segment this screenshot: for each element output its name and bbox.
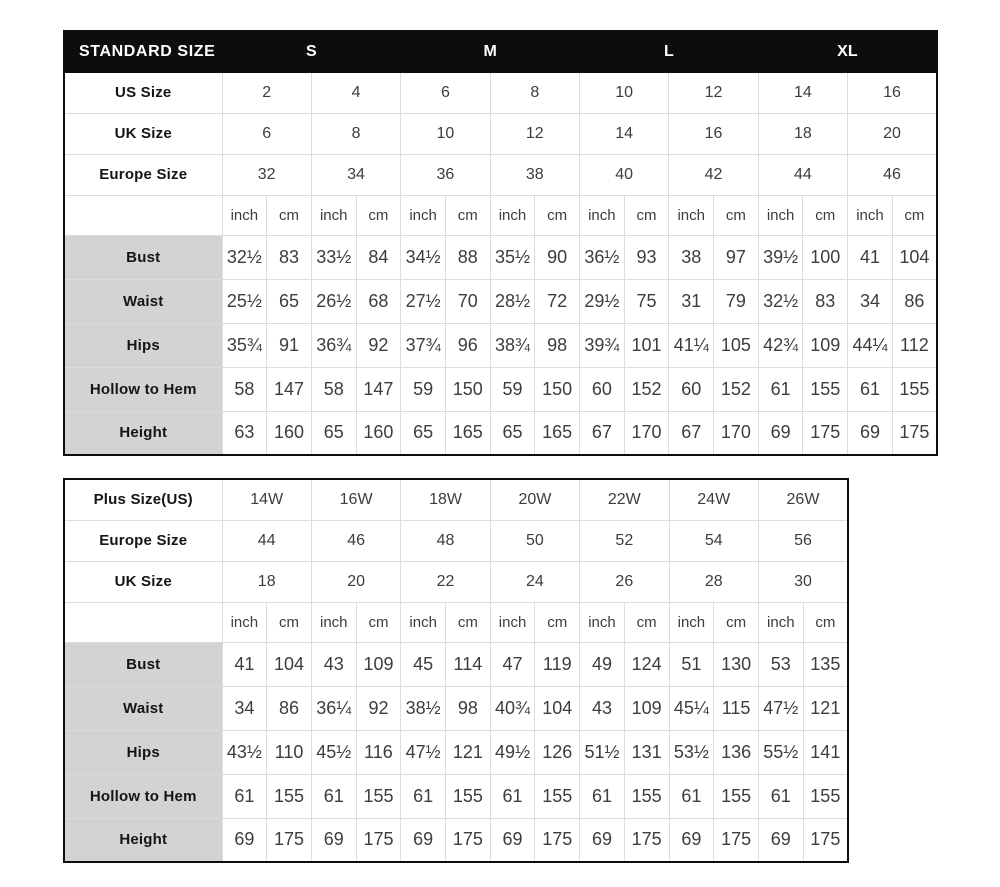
size-row bbox=[64, 72, 937, 113]
measurement-value: 61 bbox=[222, 774, 267, 818]
size-value: 28 bbox=[669, 561, 758, 602]
measurement-value: 51 bbox=[669, 642, 714, 686]
measurement-value: 53 bbox=[758, 642, 803, 686]
measurement-value: 38 bbox=[669, 235, 714, 279]
measurement-value: 51½ bbox=[580, 730, 625, 774]
measurement-value: 83 bbox=[267, 235, 312, 279]
size-group-header-l: L bbox=[580, 31, 759, 72]
size-group-header-m: M bbox=[401, 31, 580, 72]
measurement-value: 116 bbox=[356, 730, 401, 774]
measurement-value: 49 bbox=[580, 642, 625, 686]
measurement-value: 175 bbox=[803, 411, 848, 455]
measurement-value: 61 bbox=[848, 367, 893, 411]
measurement-value: 124 bbox=[624, 642, 669, 686]
row-label: Hollow to Hem bbox=[64, 774, 222, 818]
unit-label-inch: inch bbox=[580, 195, 625, 235]
unit-row-empty-cell bbox=[64, 602, 222, 642]
measurement-value: 155 bbox=[803, 774, 848, 818]
measurement-value: 41 bbox=[848, 235, 893, 279]
measurement-value: 28½ bbox=[490, 279, 535, 323]
measurement-value: 32½ bbox=[758, 279, 803, 323]
measurement-value: 88 bbox=[445, 235, 490, 279]
size-value: 10 bbox=[401, 113, 490, 154]
measurement-value: 31 bbox=[669, 279, 714, 323]
unit-label-inch: inch bbox=[222, 195, 267, 235]
unit-label-cm: cm bbox=[803, 602, 848, 642]
measurement-value: 69 bbox=[669, 818, 714, 862]
measurement-value: 109 bbox=[803, 323, 848, 367]
measurement-value: 104 bbox=[535, 686, 580, 730]
measurement-value: 97 bbox=[714, 235, 759, 279]
unit-label-inch: inch bbox=[401, 195, 446, 235]
size-value: 2 bbox=[222, 72, 311, 113]
measurement-value: 96 bbox=[445, 323, 490, 367]
unit-label-inch: inch bbox=[758, 602, 803, 642]
measure-row bbox=[64, 323, 937, 367]
measurement-value: 61 bbox=[490, 774, 535, 818]
measurement-value: 69 bbox=[758, 818, 803, 862]
size-value: 22 bbox=[401, 561, 490, 602]
measurement-value: 105 bbox=[714, 323, 759, 367]
size-group-header-s: S bbox=[222, 31, 401, 72]
measurement-value: 69 bbox=[222, 818, 267, 862]
row-label: Waist bbox=[64, 279, 222, 323]
measurement-value: 69 bbox=[401, 818, 446, 862]
measurement-value: 43 bbox=[580, 686, 625, 730]
measurement-value: 61 bbox=[401, 774, 446, 818]
measurement-value: 59 bbox=[401, 367, 446, 411]
measurement-value: 114 bbox=[446, 642, 491, 686]
size-value: 18 bbox=[758, 113, 847, 154]
measurement-value: 26½ bbox=[311, 279, 356, 323]
size-value: 32 bbox=[222, 154, 311, 195]
size-value: 16W bbox=[311, 479, 400, 520]
size-value: 48 bbox=[401, 520, 490, 561]
size-value: 36 bbox=[401, 154, 490, 195]
unit-label-cm: cm bbox=[535, 602, 580, 642]
measurement-value: 67 bbox=[669, 411, 714, 455]
row-label: UK Size bbox=[64, 113, 222, 154]
row-label: Hips bbox=[64, 323, 222, 367]
size-value: 46 bbox=[848, 154, 937, 195]
unit-label-cm: cm bbox=[803, 195, 848, 235]
measurement-value: 90 bbox=[535, 235, 580, 279]
measurement-value: 61 bbox=[311, 774, 356, 818]
unit-label-inch: inch bbox=[401, 602, 446, 642]
measurement-value: 60 bbox=[669, 367, 714, 411]
measurement-value: 58 bbox=[311, 367, 356, 411]
measurement-value: 53½ bbox=[669, 730, 714, 774]
size-value: 50 bbox=[490, 520, 579, 561]
size-value: 8 bbox=[311, 113, 400, 154]
unit-label-inch: inch bbox=[669, 195, 714, 235]
measurement-value: 35½ bbox=[490, 235, 535, 279]
measurement-value: 61 bbox=[669, 774, 714, 818]
measurement-value: 33½ bbox=[311, 235, 356, 279]
row-label: Bust bbox=[64, 642, 222, 686]
size-value: 44 bbox=[222, 520, 311, 561]
measurement-value: 150 bbox=[535, 367, 580, 411]
row-label: Bust bbox=[64, 235, 222, 279]
measurement-value: 36¾ bbox=[311, 323, 356, 367]
unit-label-cm: cm bbox=[624, 195, 669, 235]
unit-label-inch: inch bbox=[669, 602, 714, 642]
size-value: 8 bbox=[490, 72, 579, 113]
measurement-value: 126 bbox=[535, 730, 580, 774]
measurement-value: 69 bbox=[758, 411, 803, 455]
measurement-value: 45½ bbox=[311, 730, 356, 774]
measurement-value: 25½ bbox=[222, 279, 267, 323]
unit-label-inch: inch bbox=[311, 195, 356, 235]
measurement-value: 69 bbox=[490, 818, 535, 862]
size-row bbox=[64, 154, 937, 195]
unit-label-cm: cm bbox=[267, 195, 312, 235]
measurement-value: 160 bbox=[356, 411, 401, 455]
measurement-value: 55½ bbox=[758, 730, 803, 774]
row-label: Hips bbox=[64, 730, 222, 774]
unit-label-inch: inch bbox=[490, 602, 535, 642]
measurement-value: 47½ bbox=[758, 686, 803, 730]
measurement-value: 37¾ bbox=[401, 323, 446, 367]
measurement-value: 170 bbox=[624, 411, 669, 455]
size-row bbox=[64, 113, 937, 154]
measurement-value: 38¾ bbox=[490, 323, 535, 367]
measurement-value: 175 bbox=[714, 818, 759, 862]
measurement-value: 152 bbox=[624, 367, 669, 411]
size-row bbox=[64, 561, 848, 602]
measurement-value: 121 bbox=[446, 730, 491, 774]
measurement-value: 68 bbox=[356, 279, 401, 323]
measurement-value: 38½ bbox=[401, 686, 446, 730]
row-label: Hollow to Hem bbox=[64, 367, 222, 411]
measurement-value: 69 bbox=[311, 818, 356, 862]
size-value: 14W bbox=[222, 479, 311, 520]
measurement-value: 152 bbox=[714, 367, 759, 411]
row-label: US Size bbox=[64, 72, 222, 113]
measurement-value: 91 bbox=[267, 323, 312, 367]
measurement-value: 155 bbox=[356, 774, 401, 818]
measurement-value: 175 bbox=[803, 818, 848, 862]
size-value: 6 bbox=[401, 72, 490, 113]
measurement-value: 34 bbox=[222, 686, 267, 730]
measurement-value: 36½ bbox=[580, 235, 625, 279]
size-value: 34 bbox=[311, 154, 400, 195]
size-value: 56 bbox=[758, 520, 848, 561]
measure-row bbox=[64, 642, 848, 686]
measurement-value: 43 bbox=[311, 642, 356, 686]
measurement-value: 165 bbox=[535, 411, 580, 455]
unit-label-cm: cm bbox=[356, 602, 401, 642]
measurement-value: 60 bbox=[580, 367, 625, 411]
size-value: 4 bbox=[311, 72, 400, 113]
measurement-value: 175 bbox=[267, 818, 312, 862]
measurement-value: 67 bbox=[580, 411, 625, 455]
size-value: 46 bbox=[311, 520, 400, 561]
row-label: Plus Size(US) bbox=[64, 479, 222, 520]
size-group-header-xl: XL bbox=[758, 31, 937, 72]
size-value: 22W bbox=[580, 479, 669, 520]
size-value: 40 bbox=[580, 154, 669, 195]
measurement-value: 39¾ bbox=[580, 323, 625, 367]
measurement-value: 61 bbox=[758, 367, 803, 411]
size-row bbox=[64, 520, 848, 561]
measurement-value: 41¼ bbox=[669, 323, 714, 367]
measurement-value: 115 bbox=[714, 686, 759, 730]
size-value: 20 bbox=[848, 113, 937, 154]
measurement-value: 160 bbox=[267, 411, 312, 455]
size-value: 24W bbox=[669, 479, 758, 520]
measurement-value: 34½ bbox=[401, 235, 446, 279]
measurement-value: 75 bbox=[624, 279, 669, 323]
measure-row bbox=[64, 774, 848, 818]
measure-row bbox=[64, 235, 937, 279]
unit-label-cm: cm bbox=[714, 195, 759, 235]
measurement-value: 92 bbox=[356, 323, 401, 367]
size-value: 52 bbox=[580, 520, 669, 561]
measurement-value: 61 bbox=[580, 774, 625, 818]
unit-row bbox=[64, 602, 848, 642]
measurement-value: 175 bbox=[624, 818, 669, 862]
measure-row bbox=[64, 367, 937, 411]
measurement-value: 61 bbox=[758, 774, 803, 818]
measurement-value: 65 bbox=[267, 279, 312, 323]
size-value: 18 bbox=[222, 561, 311, 602]
measurement-value: 42¾ bbox=[758, 323, 803, 367]
unit-label-cm: cm bbox=[446, 602, 491, 642]
measurement-value: 69 bbox=[580, 818, 625, 862]
measurement-value: 86 bbox=[892, 279, 937, 323]
size-value: 26W bbox=[758, 479, 848, 520]
measurement-value: 40¾ bbox=[490, 686, 535, 730]
measurement-value: 100 bbox=[803, 235, 848, 279]
measure-row bbox=[64, 411, 937, 455]
measurement-value: 141 bbox=[803, 730, 848, 774]
unit-row bbox=[64, 195, 937, 235]
measurement-value: 45¼ bbox=[669, 686, 714, 730]
unit-label-cm: cm bbox=[535, 195, 580, 235]
size-value: 12 bbox=[490, 113, 579, 154]
size-chart-page bbox=[63, 30, 938, 863]
measurement-value: 39½ bbox=[758, 235, 803, 279]
measurement-value: 130 bbox=[714, 642, 759, 686]
measurement-value: 47½ bbox=[401, 730, 446, 774]
measurement-value: 170 bbox=[714, 411, 759, 455]
unit-label-cm: cm bbox=[356, 195, 401, 235]
measurement-value: 175 bbox=[892, 411, 937, 455]
unit-label-cm: cm bbox=[714, 602, 759, 642]
measurement-value: 147 bbox=[356, 367, 401, 411]
measurement-value: 119 bbox=[535, 642, 580, 686]
measurement-value: 135 bbox=[803, 642, 848, 686]
standard-size-table bbox=[63, 30, 938, 456]
measure-row bbox=[64, 818, 848, 862]
measurement-value: 175 bbox=[535, 818, 580, 862]
measurement-value: 155 bbox=[624, 774, 669, 818]
size-value: 10 bbox=[580, 72, 669, 113]
unit-label-inch: inch bbox=[311, 602, 356, 642]
size-value: 38 bbox=[490, 154, 579, 195]
plus-size-table bbox=[63, 478, 849, 863]
measurement-value: 109 bbox=[356, 642, 401, 686]
measurement-value: 104 bbox=[892, 235, 937, 279]
size-value: 16 bbox=[848, 72, 937, 113]
measurement-value: 155 bbox=[803, 367, 848, 411]
unit-label-inch: inch bbox=[222, 602, 267, 642]
unit-label-inch: inch bbox=[580, 602, 625, 642]
measurement-value: 35¾ bbox=[222, 323, 267, 367]
measurement-value: 79 bbox=[714, 279, 759, 323]
measurement-value: 65 bbox=[311, 411, 356, 455]
measure-row bbox=[64, 279, 937, 323]
size-value: 14 bbox=[580, 113, 669, 154]
measurement-value: 32½ bbox=[222, 235, 267, 279]
measure-row bbox=[64, 730, 848, 774]
measurement-value: 34 bbox=[848, 279, 893, 323]
measurement-value: 109 bbox=[624, 686, 669, 730]
size-value: 14 bbox=[758, 72, 847, 113]
row-label: Height bbox=[64, 818, 222, 862]
measurement-value: 69 bbox=[848, 411, 893, 455]
measurement-value: 98 bbox=[446, 686, 491, 730]
measurement-value: 65 bbox=[401, 411, 446, 455]
measurement-value: 86 bbox=[267, 686, 312, 730]
size-row bbox=[64, 479, 848, 520]
measurement-value: 104 bbox=[267, 642, 312, 686]
measurement-value: 147 bbox=[267, 367, 312, 411]
measurement-value: 101 bbox=[624, 323, 669, 367]
group-header-row bbox=[64, 31, 937, 72]
unit-label-inch: inch bbox=[848, 195, 893, 235]
measurement-value: 175 bbox=[446, 818, 491, 862]
measurement-value: 45 bbox=[401, 642, 446, 686]
measurement-value: 150 bbox=[445, 367, 490, 411]
measurement-value: 59 bbox=[490, 367, 535, 411]
measurement-value: 72 bbox=[535, 279, 580, 323]
measurement-value: 131 bbox=[624, 730, 669, 774]
measurement-value: 70 bbox=[445, 279, 490, 323]
measurement-value: 44¼ bbox=[848, 323, 893, 367]
size-value: 20W bbox=[490, 479, 579, 520]
measurement-value: 84 bbox=[356, 235, 401, 279]
size-value: 42 bbox=[669, 154, 758, 195]
measurement-value: 49½ bbox=[490, 730, 535, 774]
measurement-value: 29½ bbox=[580, 279, 625, 323]
unit-label-cm: cm bbox=[624, 602, 669, 642]
measurement-value: 155 bbox=[267, 774, 312, 818]
size-value: 54 bbox=[669, 520, 758, 561]
measurement-value: 175 bbox=[356, 818, 401, 862]
size-value: 20 bbox=[311, 561, 400, 602]
measurement-value: 58 bbox=[222, 367, 267, 411]
measurement-value: 41 bbox=[222, 642, 267, 686]
measurement-value: 63 bbox=[222, 411, 267, 455]
unit-label-inch: inch bbox=[758, 195, 803, 235]
measurement-value: 165 bbox=[445, 411, 490, 455]
row-label: UK Size bbox=[64, 561, 222, 602]
size-value: 16 bbox=[669, 113, 758, 154]
row-label: Height bbox=[64, 411, 222, 455]
measurement-value: 155 bbox=[714, 774, 759, 818]
measurement-value: 65 bbox=[490, 411, 535, 455]
size-value: 44 bbox=[758, 154, 847, 195]
measurement-value: 121 bbox=[803, 686, 848, 730]
unit-label-cm: cm bbox=[892, 195, 937, 235]
size-value: 18W bbox=[401, 479, 490, 520]
measurement-value: 155 bbox=[892, 367, 937, 411]
unit-row-empty-cell bbox=[64, 195, 222, 235]
measurement-value: 83 bbox=[803, 279, 848, 323]
size-value: 24 bbox=[490, 561, 579, 602]
measure-row bbox=[64, 686, 848, 730]
measurement-value: 155 bbox=[446, 774, 491, 818]
measurement-value: 92 bbox=[356, 686, 401, 730]
unit-label-inch: inch bbox=[490, 195, 535, 235]
measurement-value: 43½ bbox=[222, 730, 267, 774]
measurement-value: 136 bbox=[714, 730, 759, 774]
measurement-value: 27½ bbox=[401, 279, 446, 323]
measurement-value: 47 bbox=[490, 642, 535, 686]
measurement-value: 98 bbox=[535, 323, 580, 367]
measurement-value: 110 bbox=[267, 730, 312, 774]
size-value: 30 bbox=[758, 561, 848, 602]
row-label: Europe Size bbox=[64, 154, 222, 195]
size-value: 12 bbox=[669, 72, 758, 113]
measurement-value: 112 bbox=[892, 323, 937, 367]
row-label: Europe Size bbox=[64, 520, 222, 561]
unit-label-cm: cm bbox=[267, 602, 312, 642]
size-value: 26 bbox=[580, 561, 669, 602]
standard-size-title: STANDARD SIZE bbox=[64, 31, 222, 72]
unit-label-cm: cm bbox=[445, 195, 490, 235]
row-label: Waist bbox=[64, 686, 222, 730]
size-value: 6 bbox=[222, 113, 311, 154]
measurement-value: 93 bbox=[624, 235, 669, 279]
measurement-value: 155 bbox=[535, 774, 580, 818]
measurement-value: 36¼ bbox=[311, 686, 356, 730]
